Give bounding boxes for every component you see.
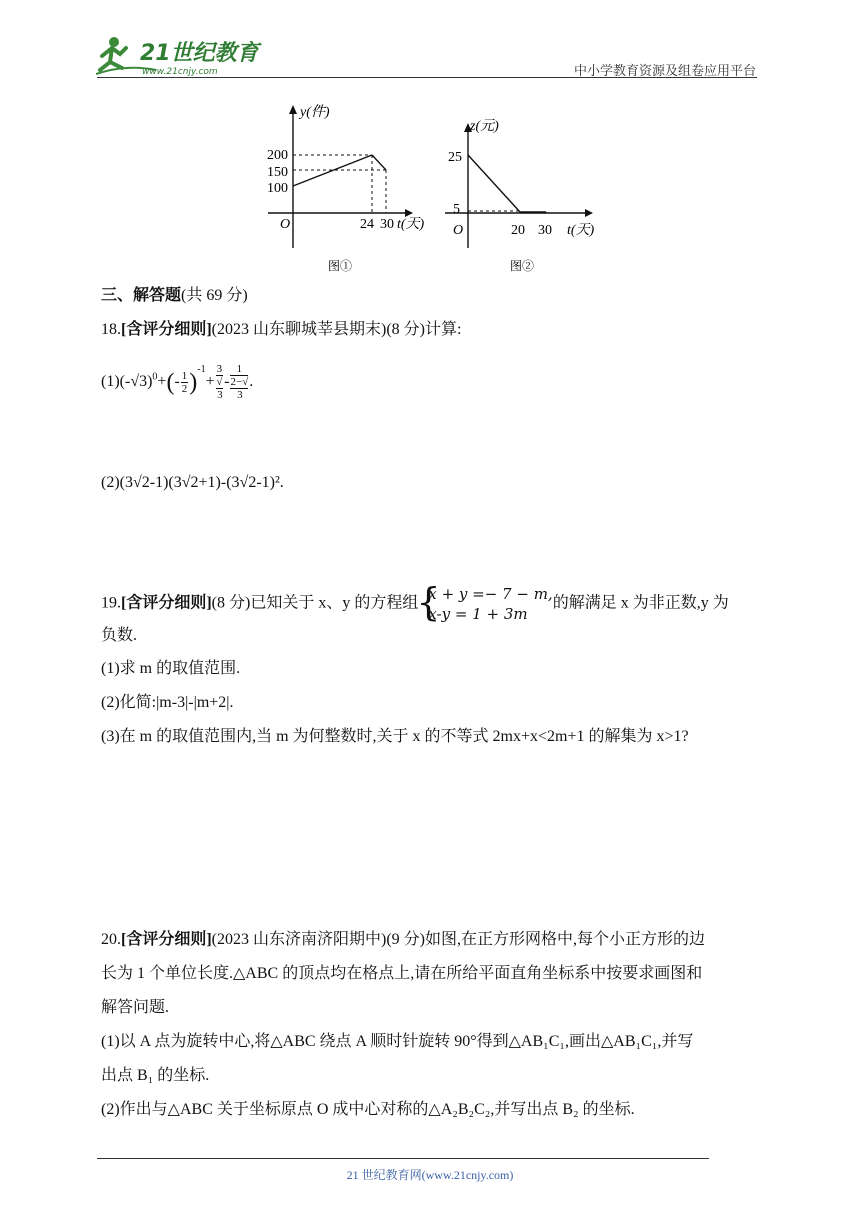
fig1-y-label: y(件) bbox=[300, 105, 330, 120]
footer-divider bbox=[97, 1158, 709, 1159]
q18-tag: [含评分细则] bbox=[121, 321, 212, 338]
fig2-origin: O bbox=[453, 223, 464, 238]
fig2-caption: 图② bbox=[510, 259, 535, 273]
q20-tag: [含评分细则] bbox=[121, 931, 212, 948]
header-divider bbox=[97, 77, 757, 78]
figure-2 bbox=[445, 118, 595, 273]
fig2-x-tick-30: 30 bbox=[538, 223, 552, 238]
section-title-rest: (共 69 分) bbox=[181, 287, 248, 304]
frac-1-over-2-minus-sqrt3: 1 2−√ 3 bbox=[230, 363, 249, 402]
q19-intro-end: 的解满足 x 为非正数,y 为 bbox=[552, 594, 729, 612]
q19-part1: (1)求 m 的取值范围. bbox=[101, 660, 241, 677]
fig1-y-tick-150: 150 bbox=[267, 165, 288, 180]
q20-heading bbox=[101, 930, 705, 950]
fig1-x-tick-30: 30 bbox=[380, 217, 394, 232]
fig2-x-tick-20: 20 bbox=[511, 223, 525, 238]
frac-one-half: $\frac{1}{2}$ bbox=[181, 369, 188, 395]
fig1-x-tick-24: 24 bbox=[360, 217, 374, 232]
frac-3-over-sqrt3: 3 √ 3 bbox=[216, 363, 223, 402]
q18-source: (2023 山东聊城莘县期末)(8 分)计算: bbox=[211, 321, 462, 338]
q20-part2: (2)作出与△ABC 关于坐标原点 O 成中心对称的△A₂B₂C₂,并写出点 B₂ 的坐标. bbox=[101, 1101, 635, 1118]
q20-number: 20. bbox=[101, 931, 121, 948]
fig2-x-label: t(天) bbox=[567, 223, 595, 238]
equation-system: { x + y =− 7 − m, x-y = 1 + 3m bbox=[416, 580, 553, 624]
fig1-x-label: t(天) bbox=[397, 217, 425, 232]
equation-2: x-y = 1 + 3m bbox=[428, 605, 528, 623]
fig2-y-tick-25: 25 bbox=[448, 150, 462, 165]
q19-intro: (8 分)已知关于 x、y 的方程组 bbox=[211, 594, 419, 612]
equation-1: x + y =− 7 − m, bbox=[428, 585, 553, 603]
q18-part1-label: (1) bbox=[101, 373, 120, 390]
logo-url: www.21cnjy.com bbox=[142, 67, 218, 77]
figure-1 bbox=[267, 104, 425, 273]
q20-part1-line2: 出点 B₁ 的坐标. bbox=[101, 1067, 210, 1084]
section-title-bold: 三、解答题 bbox=[101, 287, 182, 304]
site-logo bbox=[96, 34, 266, 78]
q18-part1: $(1)(-√3)^0+(-$ $\frac{1}{2}$ )$^{-1}$+ 3 √ 3 - 1 2−√ 3 . bbox=[101, 363, 254, 402]
q20-line1: (2023 山东济南济阳期中)(9 分)如图,在正方形网格中,每个小正方形的边 bbox=[211, 931, 705, 948]
q20-line3: 解答问题. bbox=[101, 999, 170, 1016]
fig2-y-label: z(元) bbox=[470, 119, 499, 134]
q20-line2: 长为 1 个单位长度.△ABC 的顶点均在格点上,请在所给平面直角坐标系中按要求画图和 bbox=[101, 965, 703, 982]
q20-part1-line1: (1)以 A 点为旋转中心,将△ABC 绕点 A 顺时针旋转 90°得到△AB₁C₁,画出△AB₁C₁,并写 bbox=[101, 1033, 694, 1050]
fig1-caption: 图① bbox=[328, 259, 353, 273]
q18-number: 18. bbox=[101, 321, 121, 338]
fig2-y-tick-5: 5 bbox=[453, 202, 460, 217]
footer-link[interactable]: 21 世纪教育网(www.21cnjy.com) bbox=[346, 1168, 514, 1182]
fig1-y-tick-100: 100 bbox=[267, 181, 288, 196]
q19-intro-line2: 负数. bbox=[101, 627, 138, 644]
fig1-y-tick-200: 200 bbox=[267, 148, 288, 163]
figures bbox=[260, 100, 640, 280]
q19-heading bbox=[101, 580, 729, 624]
q18-part2: (2)(3√2-1)(3√2+1)-(3√2-1)². bbox=[101, 474, 284, 491]
q19-number: 19. bbox=[101, 594, 121, 612]
q19-tag: [含评分细则] bbox=[121, 594, 212, 612]
site-name: 中小学教育资源及组卷应用平台 bbox=[573, 64, 756, 79]
q18-heading bbox=[101, 320, 461, 340]
q19-part2: (2)化简:|m-3|-|m+2|. bbox=[101, 694, 234, 711]
q19-part3: (3)在 m 的取值范围内,当 m 为何整数时,关于 x 的不等式 2mx+x<2m+1 的解集为 x>1? bbox=[101, 728, 689, 745]
section-title bbox=[101, 286, 248, 306]
logo-text: 21世纪教育 bbox=[140, 41, 259, 66]
fig1-origin: O bbox=[280, 217, 291, 232]
